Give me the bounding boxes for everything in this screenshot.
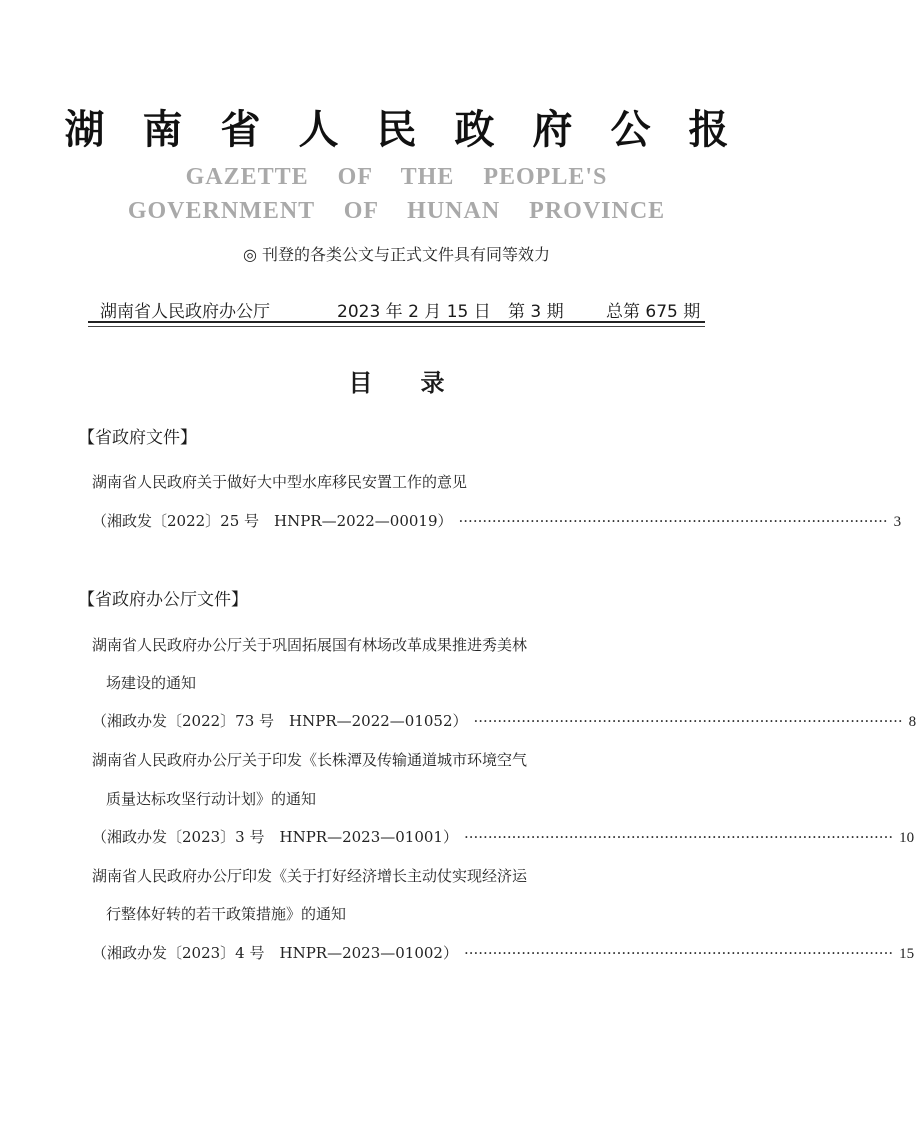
header-rule-thick <box>88 321 705 323</box>
toc-entry-title-line[interactable]: 质量达标攻坚行动计划》的通知 <box>106 790 317 808</box>
document-reference: （湘政办发〔2022〕73 号 HNPR—2022—01052） <box>92 712 468 730</box>
section-heading-general-office: 【省政府办公厅文件】 <box>78 590 248 610</box>
leader-dots: ·························································································· <box>463 944 894 962</box>
gazette-title-chinese: 湖南省人民政府公报 <box>64 106 767 153</box>
toc-title: 目录 <box>348 368 493 397</box>
issue-number: 第 3 期 <box>508 302 564 322</box>
toc-entry-ref-line[interactable] <box>92 710 916 731</box>
toc-entry-title-line[interactable]: 行整体好转的若干政策措施》的通知 <box>106 905 347 923</box>
toc-entry-title-line[interactable]: 场建设的通知 <box>106 674 197 692</box>
document-reference: （湘政办发〔2023〕4 号 HNPR—2023—01002） <box>92 944 458 962</box>
leader-dots: ·························································································· <box>463 828 894 846</box>
page-number: 15 <box>899 946 915 962</box>
publisher: 湖南省人民政府办公厅 <box>100 302 270 322</box>
header-rule-thin <box>88 326 705 327</box>
toc-entry-title-line[interactable]: 湖南省人民政府办公厅关于印发《长株潭及传输通道城市环境空气 <box>92 751 528 769</box>
toc-entry-title-line[interactable]: 湖南省人民政府办公厅印发《关于打好经济增长主动仗实现经济运 <box>92 867 528 885</box>
toc-entry-ref-line[interactable] <box>92 942 915 963</box>
toc-entry-title-line[interactable]: 湖南省人民政府办公厅关于巩固拓展国有林场改革成果推进秀美林 <box>92 636 528 654</box>
gazette-title-english-line1: GAZETTE OF THE PEOPLE'S <box>185 164 608 190</box>
toc-entry-ref-line[interactable] <box>92 826 915 847</box>
section-heading-provincial-government: 【省政府文件】 <box>78 428 197 448</box>
total-issue-number: 总第 675 期 <box>606 302 701 322</box>
issue-date: 2023 年 2 月 15 日 <box>337 302 491 322</box>
page-number: 3 <box>893 514 902 530</box>
page-number: 8 <box>908 714 916 730</box>
leader-dots: ·························································································· <box>458 512 888 530</box>
toc-entry-ref-line[interactable] <box>92 510 902 531</box>
gazette-title-english-line2: GOVERNMENT OF HUNAN PROVINCE <box>127 198 666 224</box>
page-number: 10 <box>899 830 915 846</box>
document-reference: （湘政发〔2022〕25 号 HNPR—2022—00019） <box>92 512 453 530</box>
document-reference: （湘政办发〔2023〕3 号 HNPR—2023—01001） <box>92 828 458 846</box>
validity-note: ◎ 刊登的各类公文与正式文件具有同等效力 <box>242 245 551 264</box>
toc-entry-title-line[interactable]: 湖南省人民政府关于做好大中型水库移民安置工作的意见 <box>92 473 468 491</box>
leader-dots: ·························································································· <box>473 712 903 730</box>
